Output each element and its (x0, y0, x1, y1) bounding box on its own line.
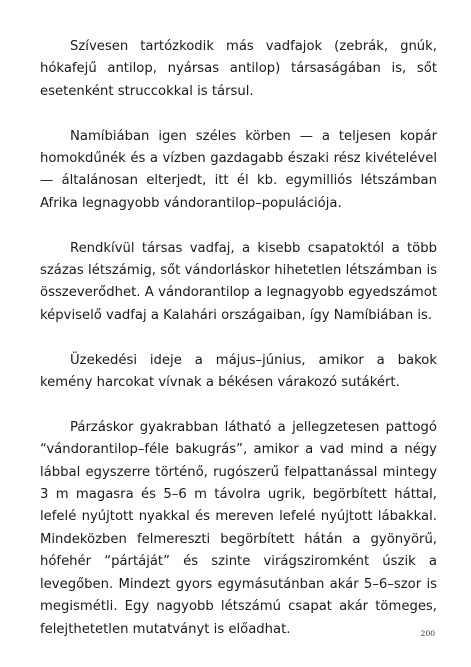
paragraph-1: Szívesen tartózkodik más vadfajok (zebrák, gnúk, hókafejű antilop, nyársas antilop) társaságában is, sőt esetenként struccokkal is társul. (40, 39, 437, 99)
body-text (40, 36, 437, 641)
paragraph-3: Rendkívül társas vadfaj, a kisebb csapatoktól a több százas létszámig, sőt vándorláskor hihetetlen létszámban is összeverődhet. A vándorantilop a legnagyobb egyedszámot képviselő vadfaj a Kalahári országaiban, így Namíbiában is. (40, 240, 437, 323)
paragraph-2: Namíbiában igen széles körben — a teljesen kopár homokdűnék és a vízben gazdagabb északi rész kivételével — általánosan elterjedt, itt él kb. egymilliós létszámban Afrika legnagyobb vándorantilop–populációja. (40, 128, 437, 211)
paragraph-5: Párzáskor gyakrabban látható a jellegzetesen pattogó “vándorantilop–féle bakugrás”, amikor a vad mind a négy lábbal egyszerre történő, rugószerű felpattanással mintegy 3 m magasra és 5–6 m távolra ugrik, begörbített háttal, lefelé nyújtott nyakkal és mereven lefelé nyújtott lábakkal. Mindeközben felmereszti begörbített hátán a gyönyörű, hófehér “pártáját” és szinte virágsziromként úszik a levegőben. Mindezt gyors egymásutánban akár 5–6–szor is megismétli. Egy nagyobb létszámú csapat akár tömeges, felejthetetlen mutatványt is előadhat. (40, 419, 437, 637)
paragraph-4: Üzekedési ideje a május–június, amikor a bakok kemény harcokat vívnak a békésen várakozó sutákért. (40, 352, 437, 391)
page-number: 200 (420, 629, 435, 638)
